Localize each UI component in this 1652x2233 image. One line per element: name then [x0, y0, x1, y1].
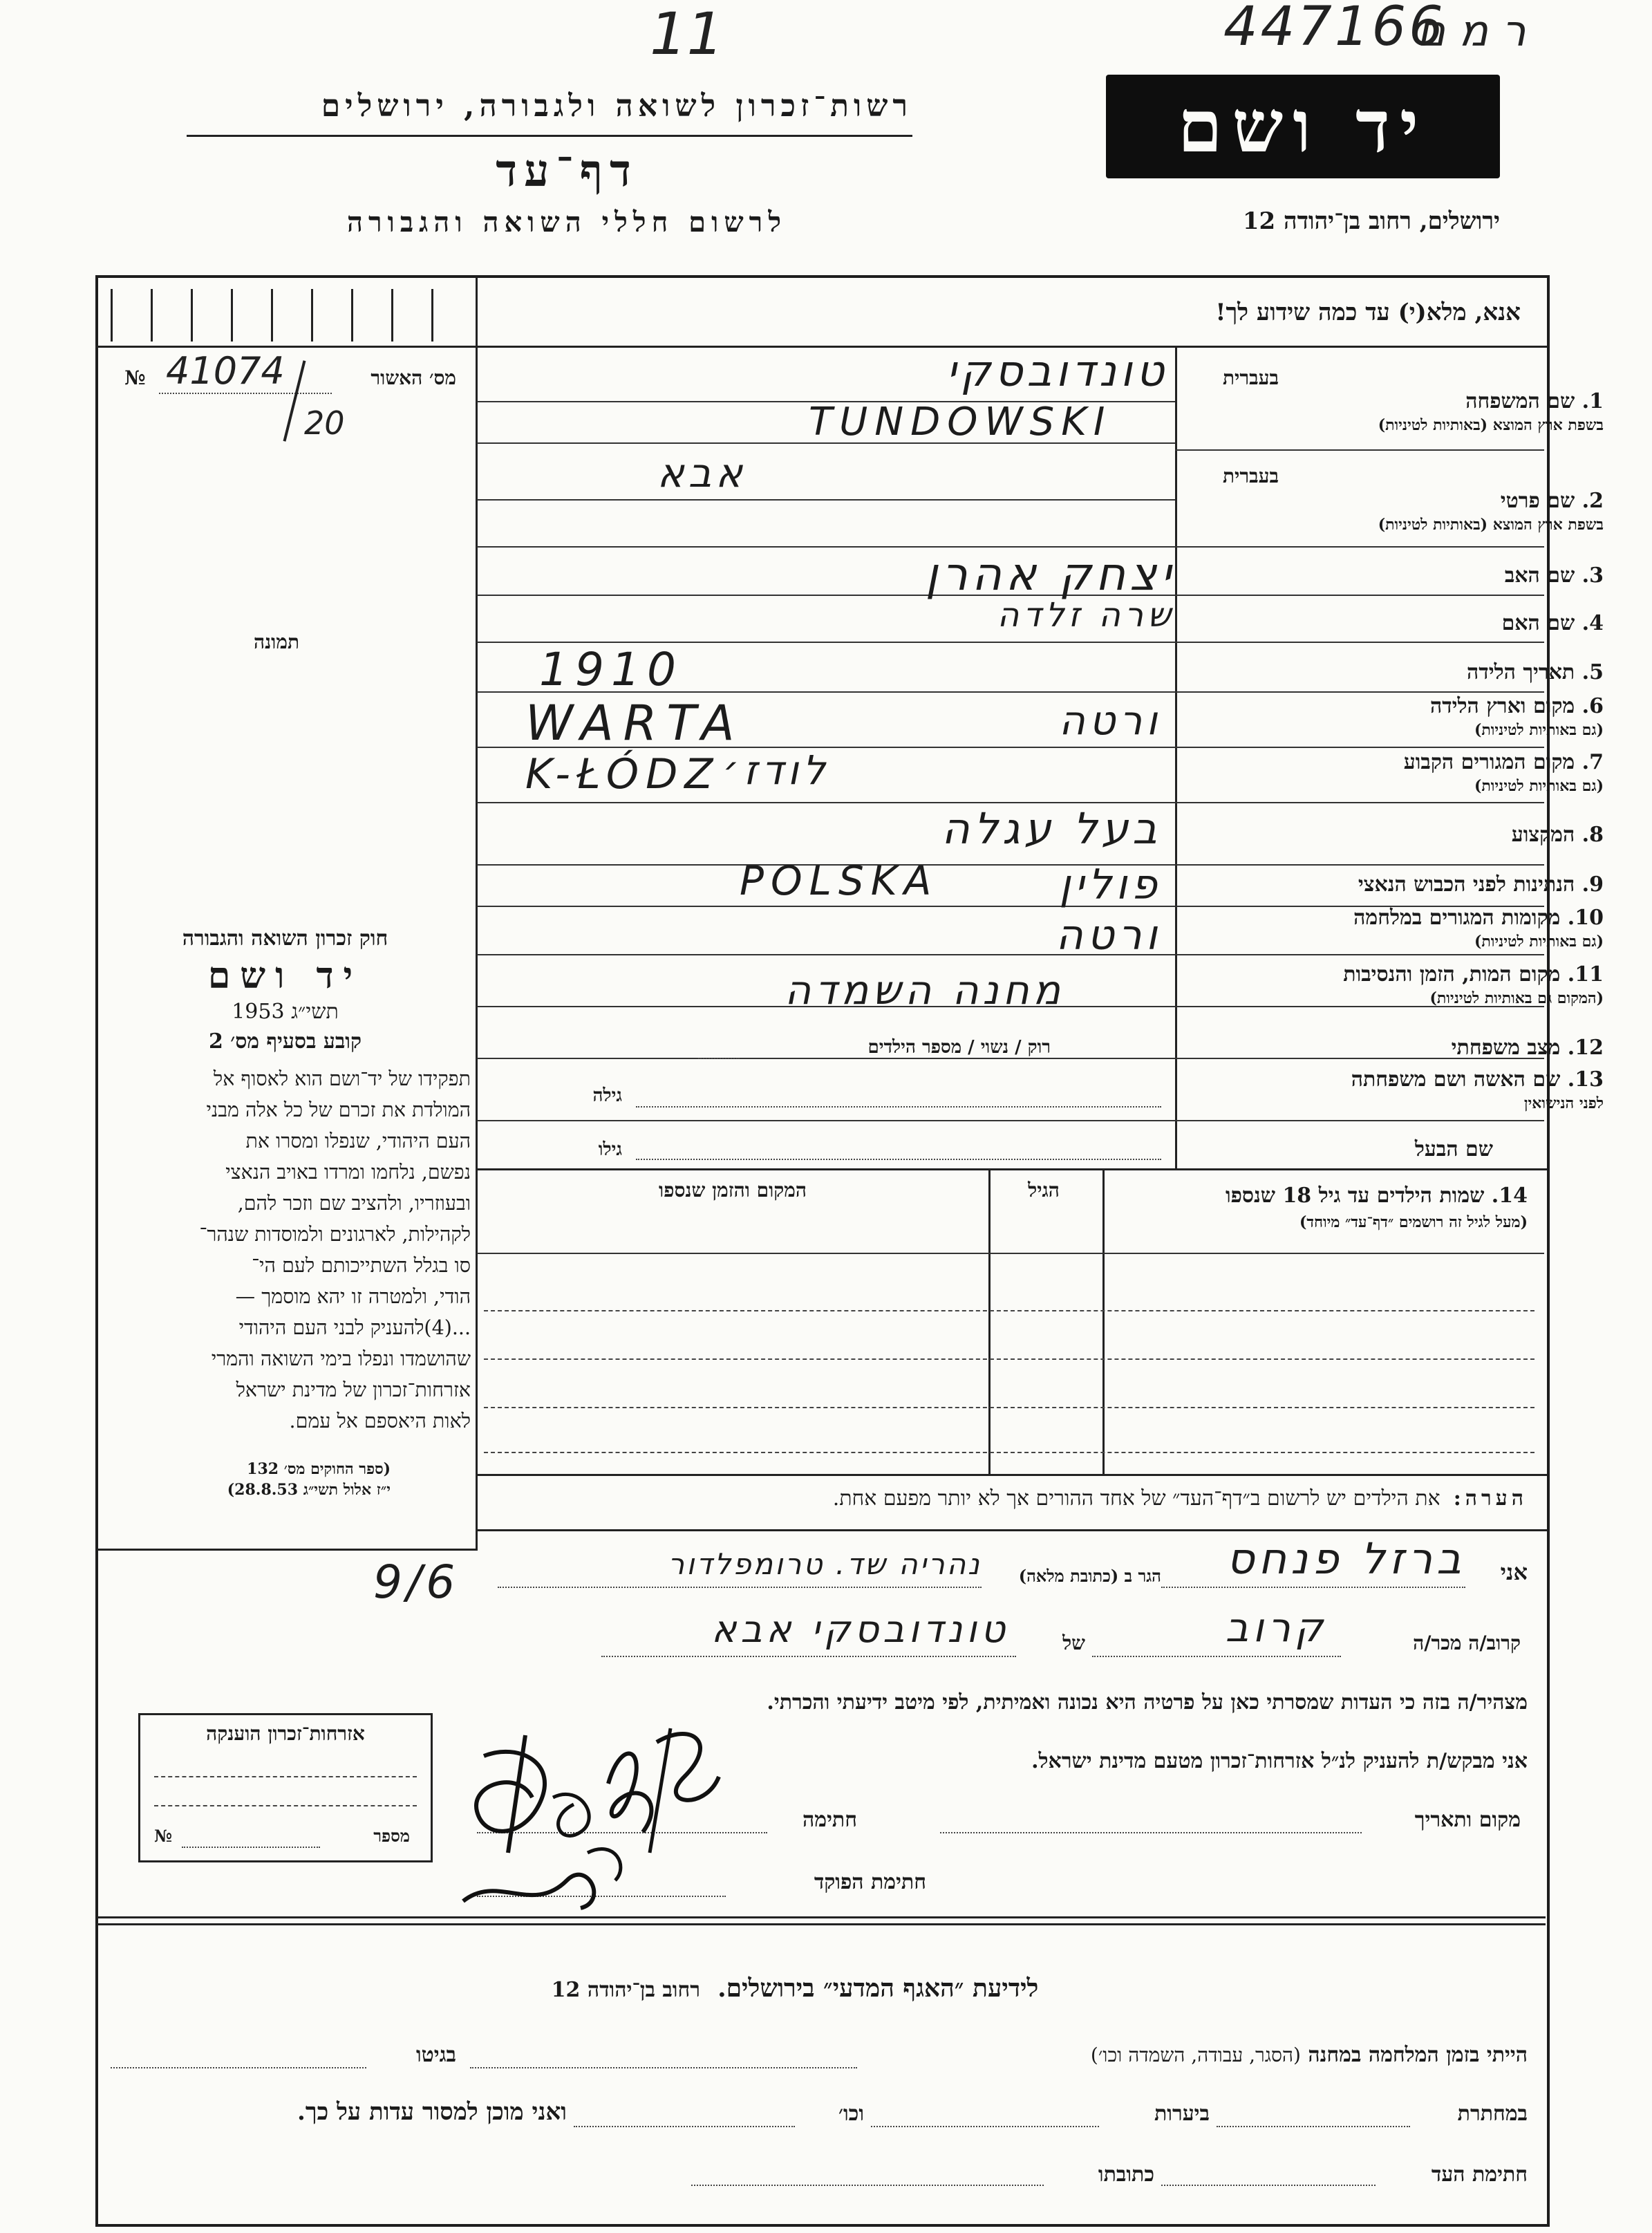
law-line: העם היהודי, שנפלו ומסרו את [245, 1130, 471, 1152]
field-2-label: 2. שם פרטי בשפת ארץ המוצא (באותיות לטיניות) [1378, 489, 1604, 534]
field-2-heb-tag: בעברית [1222, 465, 1279, 487]
of-name: טונדובסקי אבא [711, 1607, 1009, 1651]
field-4-label: 4. שם האם [1501, 611, 1604, 635]
page-mark: 11 [650, 0, 724, 68]
footer-etc-line[interactable] [574, 2126, 795, 2127]
field-1-family-latin: TUNDOWSKI [809, 400, 1112, 445]
archive-stamp-number: 447166 [1223, 0, 1446, 58]
field-10-label: 10. מקומות המגורים במלחמה (גם באותיות לטיניות) [1353, 906, 1604, 951]
field-4-mother: שרה זלדה [997, 596, 1175, 635]
husband-label: שם הבעל [1414, 1137, 1493, 1161]
request-text: אני מבקש/ת להעניק לנ״ל אזרחות־זכרון מטעם מדינת ישראל. [1031, 1749, 1528, 1773]
children-bottom-line [477, 1474, 1547, 1476]
footer-line-1: הייתי בזמן המלחמה במחנה (הסגר, עבודה, השמדה וכו׳) [1090, 2043, 1528, 2067]
field-12-label: 12. מצב משפחתי [1451, 1036, 1604, 1060]
relation-line[interactable] [1092, 1656, 1341, 1657]
footer-title: לידיעת ״האגף המדעי״ בירושלים. רחוב בן־יהודה 12 [551, 1974, 1039, 2003]
children-col-place: המקום והזמן שנספו [659, 1179, 807, 1202]
note-bottom-line [477, 1529, 1547, 1531]
fill-instruction: אנא, מלא(י) עד כמה שידוע לך! [1215, 299, 1521, 326]
law-line: ...(4)להעניק לבני העם היהודי [238, 1316, 471, 1339]
declarant-address-line[interactable] [498, 1587, 982, 1588]
signature-label: חתימה [802, 1808, 857, 1832]
label-column-divider [1175, 346, 1177, 1170]
authority-underline [187, 135, 912, 137]
law-line: הודי, ולמטרה זו יהא מוסמך — [235, 1285, 471, 1308]
children-col-age: הגיל [1028, 1179, 1060, 1202]
field-7-label: 7. מקום המגורים הקבוע (גם באותיות לטיניות) [1403, 750, 1604, 795]
field-11-death: מחנה השמדה [785, 966, 1064, 1013]
children-row-1[interactable] [484, 1310, 1534, 1311]
field-1-family-hebrew: טונדובסקי [946, 346, 1168, 396]
field-3-label: 3. שם האב [1504, 563, 1604, 588]
law-line: המולדת את זכרם של כל אלה מבני [206, 1099, 471, 1121]
place-date-label: מקום ותאריך [1414, 1808, 1521, 1832]
form-subtitle: לרשום חללי השואה והגבורה [346, 206, 787, 239]
field-5-birth-date: 1910 [539, 643, 683, 696]
declarant-resides-label: הגר ב (כתובת מלאה) [1018, 1566, 1161, 1586]
footer-ghetto-line[interactable] [111, 2067, 366, 2068]
row-line [477, 1120, 1544, 1121]
approval-label: מס׳ האשור [370, 366, 456, 389]
field-10-war-place: ורטה [1055, 911, 1161, 960]
wife-age-label: גילה [592, 1085, 622, 1106]
children-note: הערה: את הילדים יש לרשום ב״דף־העד״ של אחד ההורים אך לא יותר מפעם אחת. [832, 1486, 1528, 1511]
left-column-divider [476, 277, 478, 1551]
footer-camp-line[interactable] [470, 2067, 857, 2068]
yad-vashem-logo: יד ושם [1106, 75, 1500, 178]
certificate-box: אזרחות־זכרון הוענקה מספר № [138, 1713, 433, 1862]
law-line: ובעוזריו, ולהציב שם וזכר להם, [237, 1192, 471, 1215]
authority-title: רשות־זכרון לשואה ולגבורה, ירושלים [321, 88, 912, 124]
officer-signature-label: חתימת הפוקד [814, 1870, 926, 1894]
archive-stamp-suffix: ר מ ם [1417, 6, 1526, 56]
field-1-label: 1. שם המשפחה בשפת ארץ המוצא (באותיות לטיניות) [1378, 389, 1604, 434]
declaration-text: מצהיר/ה בזה כי העדות שמסרתי כאן על פרטיה היא נכונה ואמיתית, לפי מיטב ידיעתי והכרתי. [767, 1690, 1528, 1715]
approval-number-sub: 20 [304, 404, 345, 442]
field-9-nationality-hebrew: פולין [1059, 861, 1161, 909]
law-line: נפשם, נלחמו ומרדו באויב הנאצי [225, 1161, 471, 1184]
declarant-address: נהריה שד. טרומפלדור [668, 1547, 982, 1581]
footer-address-line[interactable] [691, 2185, 1044, 2186]
field-5-label: 5. תאריך הלידה [1467, 660, 1604, 684]
field-8-label: 8. המקצוע [1511, 823, 1604, 847]
declarant-ani: אני [1500, 1559, 1528, 1585]
field-3-father: יצחק אהרן [925, 548, 1175, 601]
footer-forests: ביערות [1154, 2102, 1210, 2126]
footer-willing: ואני מוכן למסור עדות על כך. [297, 2098, 567, 2126]
of-label: של [1062, 1632, 1085, 1654]
field-7-residence-hebrew: לודז׳ [722, 747, 829, 794]
children-row-4[interactable] [484, 1452, 1534, 1453]
field-11-label: 11. מקום המות, הזמן והנסיבות (המקום גם באותיות לטיניות) [1343, 962, 1604, 1007]
law-line: סו בגלל השתייכותם לעם הי־ [252, 1254, 471, 1277]
of-name-line[interactable] [601, 1656, 1016, 1657]
relation-label: קרוב/ה מכר/ה [1413, 1632, 1521, 1654]
form-title: דף־עד [496, 145, 638, 197]
footer-witness-signature: חתימת העד [1431, 2162, 1528, 2187]
marital-options: רוק / נשוי / מספר הילדים [867, 1037, 1051, 1058]
header-address: ירושלים, רחוב בן־יהודה 12 [1242, 207, 1500, 235]
children-col-divider-1 [988, 1170, 991, 1474]
field-2-first-hebrew: אבא [657, 449, 747, 496]
law-box-bottom [97, 1549, 477, 1551]
children-col-names: 14. שמות הילדים עד גיל 18 שנספו [1225, 1184, 1528, 1208]
law-line: אזרחות־זכרון של מדינת ישראל [236, 1379, 471, 1401]
law-line: שהושמדו ונפלו בימי השואה והמרי [211, 1347, 471, 1370]
footer-forests-line[interactable] [871, 2126, 1099, 2127]
relation-value: קרוב [1225, 1604, 1327, 1651]
tick-boxes [111, 289, 470, 342]
marital-dotted-line[interactable] [698, 1058, 740, 1059]
field-9-label: 9. הנתינות לפני הכבוש הנאצי [1358, 872, 1604, 897]
photo-label: תמונה [253, 630, 300, 653]
footer-underground: במחתרת [1457, 2102, 1528, 2126]
handwritten-signature [442, 1694, 760, 1929]
field-6-birth-place-latin: WARTA [525, 695, 744, 751]
law-line: לאות היאספם אל עמם. [289, 1410, 471, 1432]
law-line: לקהילות, לארגונים ולמוסדות שנהר־ [199, 1223, 471, 1246]
approval-number-value: 41074 [166, 349, 285, 393]
footer-witness-line[interactable] [1161, 2185, 1376, 2186]
field-7-residence-latin: K-ŁÓDZ [525, 750, 720, 798]
declarant-name-line[interactable] [1161, 1587, 1465, 1588]
footer-divider-2 [97, 1923, 1546, 1925]
husband-age-label: גילו [598, 1139, 622, 1160]
field-13-label: 13. שם האשה ושם משפחתה לפני הנישואין [1351, 1067, 1604, 1112]
field-6-label: 6. מקום וארץ הלידה (גם באותיות לטיניות) [1429, 694, 1604, 739]
approval-number-line[interactable] [159, 393, 332, 394]
children-row-2[interactable] [484, 1358, 1534, 1360]
field-6-birth-place-hebrew: ורטה [1058, 697, 1161, 744]
row-line [477, 1168, 1547, 1170]
field-9-nationality-latin: POLSKA [740, 857, 939, 904]
footer-ghetto-label: בגיטו [415, 2043, 456, 2067]
footer-address-label: כתובתו [1098, 2162, 1154, 2187]
children-col-names-sub: (מעל לגיל זה רושמים ״דף־עד״ מיוחד) [1299, 1213, 1528, 1231]
declarant-name: ברזל פנחס [1226, 1533, 1465, 1584]
children-col-divider-2 [1102, 1170, 1105, 1474]
row-line [477, 499, 1175, 501]
wife-dotted-line[interactable] [636, 1106, 1161, 1108]
footer-underground-line[interactable] [1217, 2126, 1410, 2127]
field-8-profession: בעל עגלה [941, 803, 1161, 854]
law-line: תפקידו של יד־ושם הוא לאסוף אל [213, 1067, 471, 1090]
footer-divider-1 [97, 1916, 1546, 1918]
footer-etc: וכו׳ [838, 2102, 864, 2126]
approval-no-mark: № [124, 366, 146, 389]
place-date-line[interactable] [940, 1832, 1362, 1833]
children-row-3[interactable] [484, 1407, 1534, 1408]
field-1-heb-tag: בעברית [1222, 366, 1279, 389]
margin-mark: 9/6 [373, 1555, 460, 1609]
law-box: חוק זכרון השואה והגבורה יד ושם תשי״ג 1953 קובע בסעיף מס׳ 2 תפקידו של יד־ושם הוא לאסוף אל המולדת את זכרם של כל אלה מבני העם היהודי, שנפלו ומסרו את נפשם, נלחמו ומרדו באויב הנאצי ובעוזריו, ולהציב שם וזכר להם, לקהילות, לארגונים ולמוסדות שנהר־ סו בגלל השתייכותם לעם הי־ הודי, ולמטרה זו יהא מוסמך — ...(4)להעניק לבני העם היהודי שהושמדו ונפלו בימי השואה והמרי אזרחות־זכרון של מדינת ישראל לאות היאספם אל עמם. (ספר החוקים מס׳ 132 י״ז אלול תשי״ג 28.8.53) [97, 926, 473, 1499]
children-header-line [477, 1253, 1544, 1254]
row-line [1175, 449, 1544, 451]
husband-dotted-line[interactable] [636, 1159, 1161, 1160]
